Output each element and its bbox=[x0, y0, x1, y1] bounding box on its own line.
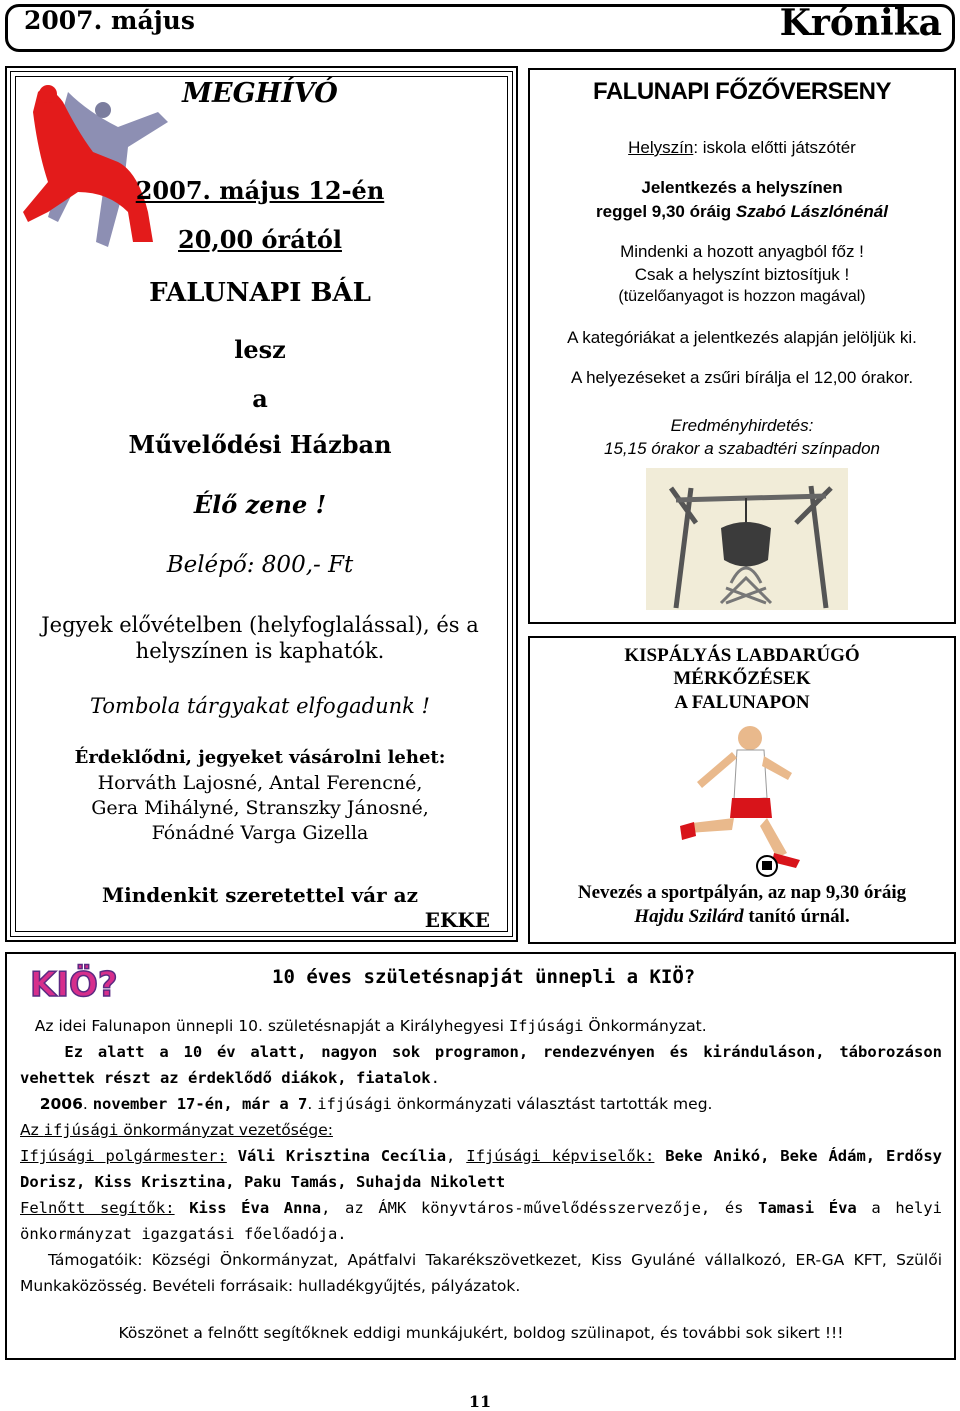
cooking-registration-line-2 bbox=[530, 202, 954, 222]
football-title-line-1: KISPÁLYÁS LABDARÚGÓ bbox=[624, 645, 860, 666]
invitation-date: 2007. május 12-én bbox=[135, 176, 385, 205]
cooking-line-1: Mindenki a hozott anyagból főz ! bbox=[620, 242, 864, 261]
cooking-line-4: A kategóriákat a jelentkezés alapján jelöljük ki. bbox=[567, 328, 917, 347]
kio-paragraph-6 bbox=[20, 1195, 942, 1247]
football-title-line-2: MÉRKŐZÉSEK bbox=[673, 668, 811, 689]
invitation-contact-line-1: Horváth Lajosné, Antal Ferencné, bbox=[97, 772, 423, 794]
invitation-place: Művelődési Házban bbox=[128, 430, 392, 459]
cooking-place bbox=[530, 138, 954, 158]
kio-p3-end: önkormányzati választást tartották meg. bbox=[391, 1095, 713, 1113]
kio-p4-end: önkormányzat vezetősége: bbox=[118, 1121, 333, 1139]
invitation-tickets: Jegyek elővételben (helyfoglalással), és a helyszínen is kaphatók. bbox=[41, 613, 479, 663]
kio-helper-2-role: a helyi önkormányzat igazgatási főelőadója. bbox=[20, 1199, 942, 1243]
invitation-welcome: Mindenkit szeretettel vár az bbox=[102, 883, 418, 907]
invitation-time: 20,00 órától bbox=[178, 225, 342, 254]
kio-paragraph-5 bbox=[20, 1143, 942, 1195]
cauldron-image bbox=[646, 468, 848, 610]
kio-logo-text: KIÖ? bbox=[30, 965, 118, 1004]
kio-reps-names: Beke Anikó, Beke Ádám, Erdősy Dorisz, Kiss Krisztina, Paku Tamás, Suhajda Nikolett bbox=[20, 1147, 942, 1191]
kio-p2-end: . bbox=[430, 1069, 440, 1087]
kio-helper-1-role: , az ÁMK könyvtáros-művelődésszervezője, és bbox=[321, 1199, 759, 1217]
cooking-line-3: (tüzelőanyagot is hozzon magával) bbox=[618, 288, 866, 305]
kio-mayor-name: Váli Krisztina Cecília bbox=[237, 1147, 447, 1165]
kio-p3-year: 2006 bbox=[39, 1095, 83, 1113]
kio-mayor-label: Ifjúsági polgármester: bbox=[20, 1147, 227, 1165]
header-date: 2007. május bbox=[24, 6, 195, 35]
kio-p2-text: Ez alatt a 10 év alatt, nagyon sok programon, rendezvényen és kiránduláson, táborozáson vehettek részt az érdeklődő diákok, fiatalok bbox=[20, 1043, 942, 1087]
kio-helper-1: Kiss Éva Anna bbox=[189, 1199, 322, 1217]
kio-p3-date: november 17-én, már a 7 bbox=[92, 1095, 308, 1113]
kio-paragraph-2 bbox=[20, 1039, 942, 1091]
football-title-line-3: A FALUNAPON bbox=[674, 692, 810, 713]
kio-reps-label: Ifjúsági képviselők: bbox=[466, 1147, 655, 1165]
kio-p7-text: Támogatóik: Községi Önkormányzat, Apátfalvi Takarékszövetkezet, Kiss Gyuláné vállalkozó, ER-GA KFT, Szülői Munkaközösség. Bevételi forrásaik: hulladékgyűjtés, pályázatok. bbox=[20, 1251, 943, 1295]
invitation-contact-line-2: Gera Mihályné, Stranszky Jánosné, bbox=[91, 797, 429, 819]
football-entry-line-1: Nevezés a sportpályán, az nap 9,30 óráig bbox=[577, 882, 907, 903]
kio-helper-2: Tamasi Éva bbox=[758, 1199, 857, 1217]
kio-p3-dot-2: . bbox=[307, 1095, 318, 1113]
cooking-results-label: Eredményhirdetés: bbox=[670, 416, 814, 435]
kio-p5-sep: , bbox=[446, 1147, 467, 1165]
kio-p3-word: ifjúsági bbox=[317, 1095, 392, 1113]
invitation-contact-line-3: Fónádné Varga Gizella bbox=[151, 822, 369, 844]
kio-helpers-label: Felnőtt segítők: bbox=[20, 1199, 175, 1217]
kio-paragraph-4 bbox=[20, 1117, 942, 1143]
invitation-organizer: EKKE bbox=[424, 908, 490, 932]
invitation-event: FALUNAPI BÁL bbox=[149, 278, 371, 308]
invitation-music: Élő zene ! bbox=[193, 490, 327, 519]
cooking-place-label: Helyszín bbox=[628, 138, 694, 157]
kio-p1-end: Önkormányzat. bbox=[583, 1017, 707, 1035]
header-title: Krónika bbox=[779, 2, 942, 44]
page-number: 11 bbox=[468, 1392, 492, 1411]
kio-paragraph-1 bbox=[20, 1013, 942, 1039]
cooking-registration-person: Szabó Lászlónénál bbox=[735, 202, 888, 221]
kio-p1-word: Ifjúsági bbox=[508, 1017, 584, 1035]
cooking-registration-time: reggel 9,30 óráig bbox=[596, 202, 736, 221]
cooking-place-value: : iskola előtti játszótér bbox=[693, 138, 856, 157]
kio-logo bbox=[28, 960, 128, 1004]
kio-paragraph-7 bbox=[20, 1247, 942, 1299]
cooking-line-2: Csak a helyszínt biztosítjuk ! bbox=[634, 265, 850, 284]
cooking-results-time: 15,15 órakor a szabadtéri színpadon bbox=[604, 439, 880, 458]
kio-paragraph-8: Köszönet a felnőtt segítőknek eddigi munkájukért, boldog szülinapot, és további sok sikert !!! bbox=[118, 1324, 844, 1342]
invitation-entry: Belépő: 800,- Ft bbox=[166, 552, 354, 578]
invitation-word-a: a bbox=[252, 384, 268, 413]
kio-p3-dot-1: . bbox=[82, 1095, 93, 1113]
kio-p4-start: Az bbox=[20, 1121, 44, 1139]
football-entry-suffix: tanító úrnál. bbox=[743, 906, 850, 927]
football-entry-line-2 bbox=[530, 906, 954, 928]
cooking-line-5: A helyezéseket a zsűri bírálja el 12,00 órakor. bbox=[570, 368, 914, 387]
cooking-registration-line-1: Jelentkezés a helyszínen bbox=[641, 178, 843, 197]
invitation-word-lesz: lesz bbox=[234, 335, 286, 364]
kio-p4-word: ifjúsági bbox=[43, 1121, 119, 1139]
football-entry-person: Hajdu Szilárd bbox=[634, 906, 744, 927]
kio-title: 10 éves születésnapját ünnepli a KIÖ? bbox=[272, 966, 696, 988]
kio-p1-text: Az idei Falunapon ünnepli 10. születésnapját a Királyhegyesi bbox=[34, 1017, 509, 1035]
kio-paragraph-3 bbox=[20, 1091, 942, 1117]
football-player-image bbox=[672, 718, 812, 880]
cooking-title: FALUNAPI FŐZŐVERSENY bbox=[592, 78, 892, 105]
invitation-tombola: Tombola tárgyakat elfogadunk ! bbox=[90, 694, 430, 718]
invitation-contact-heading: Érdeklődni, jegyeket vásárolni lehet: bbox=[74, 747, 446, 768]
invitation-title: MEGHÍVÓ bbox=[182, 78, 338, 109]
